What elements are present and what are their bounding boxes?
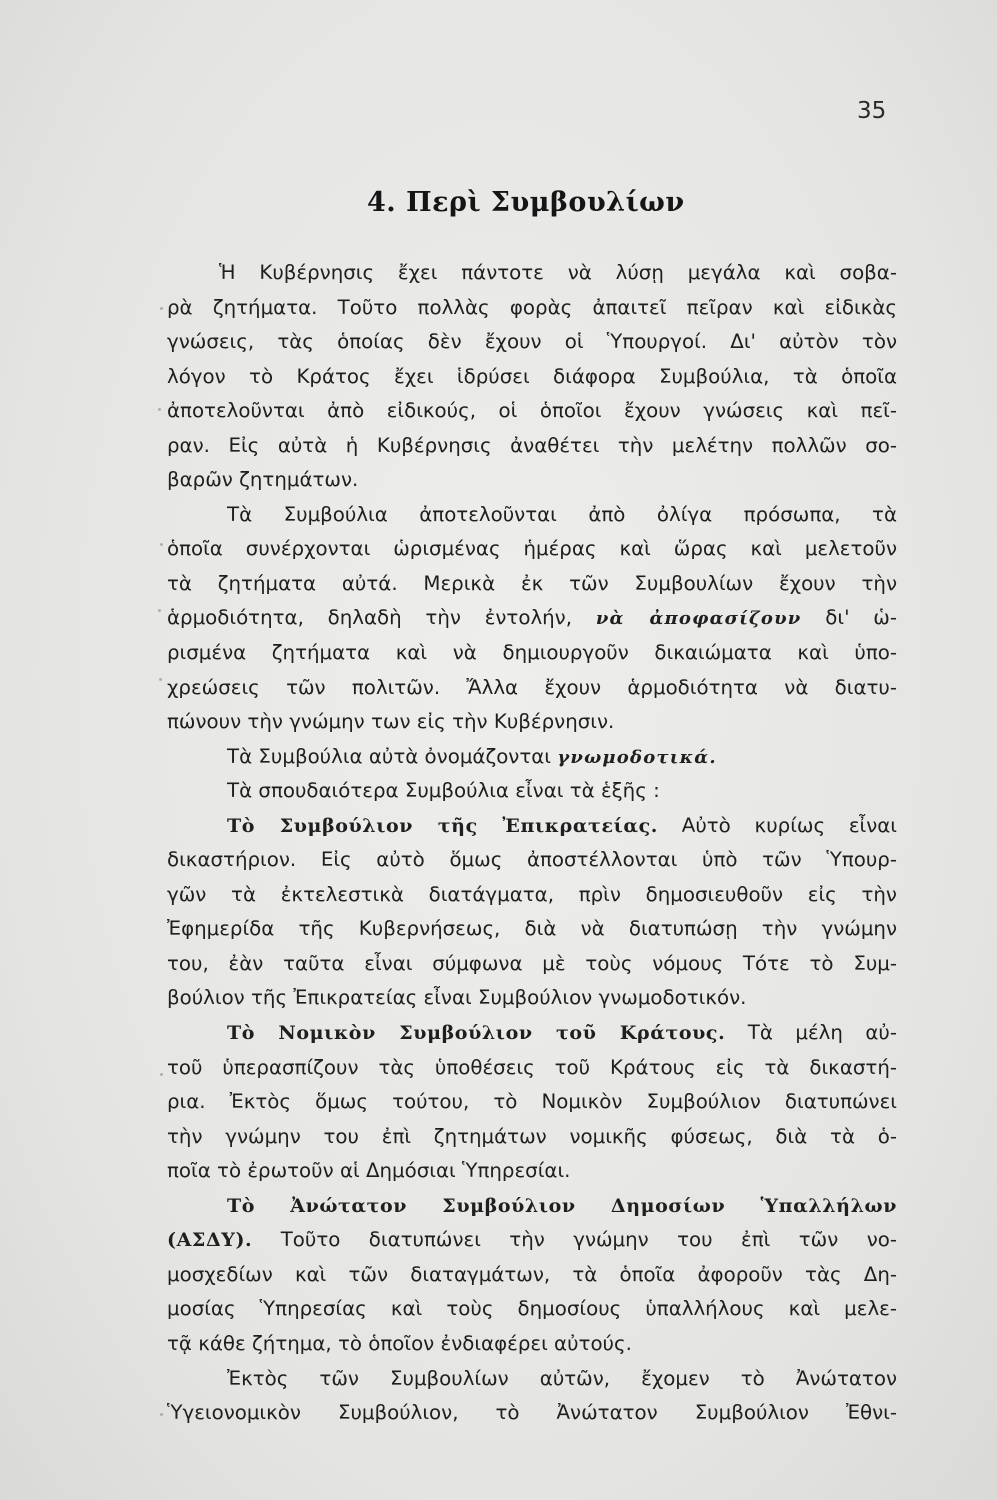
emphasis-text: νὰ ἀποφασίζουν — [595, 608, 802, 630]
paper-speck — [160, 307, 163, 310]
emphasis-text: γνωμοδοτικά. — [557, 746, 717, 768]
text-line: γῶν τὰ ἐκτελεστικὰ διατάγματα, πρὶν δημοσιευθοῦν εἰς τὴν — [167, 882, 897, 906]
text-line: τὰ ζητήματα αὐτά. Μερικὰ ἐκ τῶν Συμβουλίων ἔχουν τὴν — [167, 571, 897, 595]
text-line: ἀποτελοῦνται ἀπὸ εἰδικούς, οἱ ὁποῖοι ἔχουν γνώσεις καὶ πεῖ- — [167, 399, 897, 423]
text-line: Τὰ Συμβούλια ἀποτελοῦνται ἀπὸ ὀλίγα πρόσωπα, τὰ — [227, 502, 897, 526]
section-heading: Τὸ Νομικὸν Συμβούλιον τοῦ Κράτους. — [227, 1022, 726, 1045]
text-line: Ἐφημερίδα τῆς Κυβερνήσεως, διὰ νὰ διατυπώσῃ τὴν γνώμην — [167, 917, 897, 941]
text-run: Αὐτὸ κυρίως εἶναι — [681, 813, 898, 837]
section-heading: Τὸ Συμβούλιον τῆς Ἐπικρατείας. — [227, 814, 658, 837]
text-line: Ὑγειονομικὸν Συμβούλιον, τὸ Ἀνώτατον Συμβούλιον Ἐθνι- — [167, 1401, 897, 1425]
text-line: γνώσεις, τὰς ὁποίας δὲν ἔχουν οἱ Ὑπουργοί. Δι' αὐτὸν τὸν — [167, 330, 897, 354]
paper-speck — [159, 678, 162, 681]
section-heading: (ΑΣΔΥ). — [167, 1229, 253, 1252]
text-line: Ἐκτὸς τῶν Συμβουλίων αὐτῶν, ἔχομεν τὸ Ἀνώτατον — [227, 1366, 897, 1390]
text-line — [167, 1189, 897, 1224]
text-line: χρεώσεις τῶν πολιτῶν. Ἄλλα ἔχουν ἁρμοδιότητα νὰ διατυ- — [167, 675, 897, 699]
text-line: ρὰ ζητήματα. Τοῦτο πολλὰς φορὰς ἀπαιτεῖ πεῖραν καὶ εἰδικὰς — [167, 295, 897, 319]
text-run: Τοῦτο διατυπώνει τὴν γνώμην του ἐπὶ τῶν νο- — [280, 1228, 897, 1252]
body-text — [167, 256, 897, 1431]
text-run: ἁρμοδιότητα, δηλαδὴ τὴν ἐντολήν, — [167, 606, 573, 630]
text-run: Τὰ Συμβούλια αὐτὰ ὀνομάζονται — [227, 744, 551, 768]
paper-speck — [158, 408, 161, 411]
text-line: τοῦ ὑπερασπίζουν τὰς ὑποθέσεις τοῦ Κράτους εἰς τὰ δικαστή- — [167, 1055, 897, 1079]
chapter-title: 4. Περὶ Συμβουλίων — [367, 187, 685, 218]
text-line: πώνουν τὴν γνώμην των εἰς τὴν Κυβέρνησιν. — [167, 710, 615, 734]
text-line: βαρῶν ζητημάτων. — [167, 468, 359, 492]
text-line: του, ἐὰν ταῦτα εἶναι σύμφωνα μὲ τοὺς νόμους Τότε τὸ Συμ- — [167, 951, 897, 975]
text-line — [167, 1223, 897, 1258]
text-line: ρισμένα ζητήματα καὶ νὰ δημιουργοῦν δικαιώματα καὶ ὑπο- — [167, 641, 897, 665]
text-line: μοσίας Ὑπηρεσίας καὶ τοὺς δημοσίους ὑπαλλήλους καὶ μελε- — [167, 1297, 897, 1321]
text-line: βούλιον τῆς Ἐπικρατείας εἶναι Συμβούλιον γνωμοδοτικόν. — [167, 986, 747, 1010]
text-line — [167, 601, 897, 636]
paper-speck — [160, 1073, 163, 1076]
text-line: λόγον τὸ Κράτος ἔχει ἱδρύσει διάφορα Συμβούλια, τὰ ὁποῖα — [167, 364, 897, 388]
text-run: Τὰ μέλη αὐ- — [747, 1021, 897, 1045]
text-line: ρια. Ἐκτὸς ὅμως τούτου, τὸ Νομικὸν Συμβούλιον διατυπώνει — [167, 1090, 897, 1114]
text-line: ποῖα τὸ ἐρωτοῦν αἱ Δημόσιαι Ὑπηρεσίαι. — [167, 1159, 571, 1183]
text-line — [167, 740, 897, 775]
paper-speck — [160, 543, 163, 546]
section-heading: Τὸ Ἀνώτατον Συμβούλιον Δημοσίων Ὑπαλλήλων — [227, 1194, 897, 1217]
paper-speck — [158, 609, 161, 612]
text-line: Ἡ Κυβέρνησις ἔχει πάντοτε νὰ λύσῃ μεγάλα καὶ σοβα- — [219, 261, 897, 284]
paper-speck — [160, 1413, 163, 1416]
text-line: τᾷ κάθε ζήτημα, τὸ ὁποῖον ἐνδιαφέρει αὐτούς. — [167, 1331, 632, 1355]
text-line: ραν. Εἰς αὐτὰ ἡ Κυβέρνησις ἀναθέτει τὴν μελέτην πολλῶν σο- — [167, 433, 897, 457]
text-line — [167, 1016, 897, 1051]
text-line: τὴν γνώμην του ἐπὶ ζητημάτων νομικῆς φύσεως, διὰ τὰ ὁ- — [167, 1124, 897, 1148]
text-line: δικαστήριον. Εἰς αὐτὸ ὅμως ἀποστέλλονται ὑπὸ τῶν Ὑπουρ- — [167, 848, 897, 872]
text-run: δι' ὡ- — [825, 606, 897, 630]
text-line — [167, 809, 897, 844]
text-line: Τὰ σπουδαιότερα Συμβούλια εἶναι τὰ ἑξῆς : — [227, 779, 660, 803]
text-line: μοσχεδίων καὶ τῶν διαταγμάτων, τὰ ὁποῖα ἀφοροῦν τὰς Δη- — [167, 1262, 897, 1286]
text-line: ὁποῖα συνέρχονται ὡρισμένας ἡμέρας καὶ ὥρας καὶ μελετοῦν — [167, 537, 897, 561]
page-number: 35 — [857, 98, 887, 124]
